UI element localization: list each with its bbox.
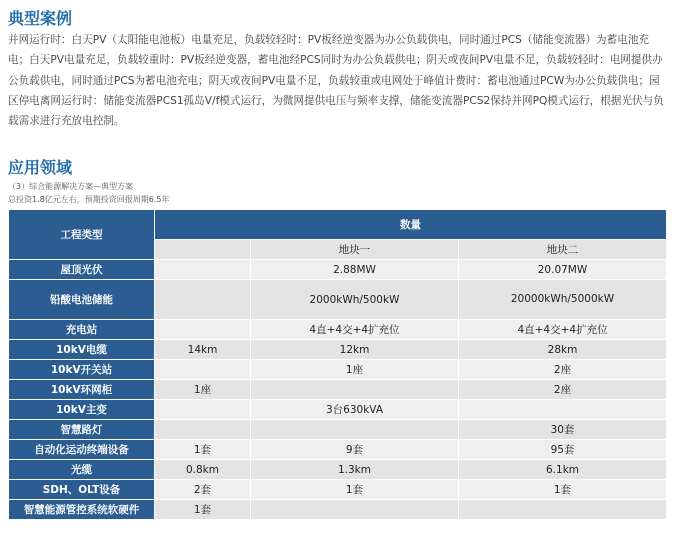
cell-block2: 2座 [459, 360, 667, 380]
table-row [9, 440, 667, 460]
row-label: 屋顶光伏 [9, 260, 155, 280]
row-label: 充电站 [9, 320, 155, 340]
table-row [9, 460, 667, 480]
cell-common [155, 400, 251, 420]
cell-common [155, 320, 251, 340]
table-row [9, 260, 667, 280]
investment-note: 总投资1.8亿元左右，预期投资回报周期6.5年 [8, 195, 170, 204]
cell-block1: 1套 [251, 480, 459, 500]
table-row [9, 320, 667, 340]
header-quantity: 数量 [155, 210, 667, 240]
cell-block2: 95套 [459, 440, 667, 460]
row-label: 10kV主变 [9, 400, 155, 420]
row-label: 自动化运动终端设备 [9, 440, 155, 460]
cell-common: 1座 [155, 380, 251, 400]
cell-block2: 1套 [459, 480, 667, 500]
cell-common [155, 360, 251, 380]
table-row [9, 400, 667, 420]
cell-block2 [459, 500, 667, 520]
table-row [9, 360, 667, 380]
row-label: 智慧能源管控系统软硬件 [9, 500, 155, 520]
cell-common [155, 280, 251, 320]
cell-block2: 6.1km [459, 460, 667, 480]
header-common [155, 240, 251, 260]
cell-common: 0.8km [155, 460, 251, 480]
table-row [9, 480, 667, 500]
cell-block1: 3台630kVA [251, 400, 459, 420]
cell-common: 2套 [155, 480, 251, 500]
cell-common: 14km [155, 340, 251, 360]
case-description: 并网运行时：白天PV（太阳能电池板）电量充足，负载较轻时：PV板经逆变器为办公负载供电，同时通过PCS（储能变流器）为蓄电池充电；白天PV电量充足，负载较重时：PV板经逆变器，蓄电池经PCS同时为办公负载供电；阴天或夜间PV电量不足，负载较轻时：电网提供办公负载供电，同时通过PCS为蓄电池充电；阴天或夜间PV电量不足，负载较重或电网处于峰值计费时：蓄电池通过PCW为办公负载供电；园区停电离网运行时：储能变流器PCS1孤岛V/f模式运行，为微网提供电压与频率支撑，储能变流器PCS2保持并网PQ模式运行，根据光伏与负载需求进行充放电控制。 [8, 34, 664, 128]
table-row [9, 340, 667, 360]
table-row [9, 380, 667, 400]
cell-block2: 20.07MW [459, 260, 667, 280]
row-label: SDH、OLT设备 [9, 480, 155, 500]
cell-block2: 28km [459, 340, 667, 360]
cell-block1 [251, 380, 459, 400]
table-row [9, 280, 667, 320]
cell-block1 [251, 500, 459, 520]
cell-common: 1套 [155, 440, 251, 460]
cell-common [155, 260, 251, 280]
section-title-application: 应用领域 [8, 158, 73, 177]
row-label: 光缆 [9, 460, 155, 480]
header-block1: 地块一 [251, 240, 459, 260]
solution-subtitle: （3）综合能源解决方案—典型方案 [8, 182, 134, 191]
row-label: 10kV电缆 [9, 340, 155, 360]
cell-block2: 30套 [459, 420, 667, 440]
cell-block2 [459, 400, 667, 420]
cell-block1: 2000kWh/500kW [251, 280, 459, 320]
table-row [9, 420, 667, 440]
cell-block1: 1.3km [251, 460, 459, 480]
cell-block1: 2.88MW [251, 260, 459, 280]
section-title-typical-case: 典型案例 [8, 9, 73, 28]
row-label: 10kV开关站 [9, 360, 155, 380]
cell-block1: 4直+4交+4扩充位 [251, 320, 459, 340]
cell-block1: 1座 [251, 360, 459, 380]
row-label: 10kV环网柜 [9, 380, 155, 400]
cell-block1: 12km [251, 340, 459, 360]
cell-block2: 2座 [459, 380, 667, 400]
header-project-type: 工程类型 [9, 210, 155, 260]
row-label: 智慧路灯 [9, 420, 155, 440]
cell-block1 [251, 420, 459, 440]
project-table [8, 209, 667, 520]
cell-common [155, 420, 251, 440]
row-label: 铅酸电池储能 [9, 280, 155, 320]
cell-block2: 4直+4交+4扩充位 [459, 320, 667, 340]
cell-common: 1套 [155, 500, 251, 520]
table-row [9, 500, 667, 520]
cell-block2: 20000kWh/5000kW [459, 280, 667, 320]
header-block2: 地块二 [459, 240, 667, 260]
cell-block1: 9套 [251, 440, 459, 460]
